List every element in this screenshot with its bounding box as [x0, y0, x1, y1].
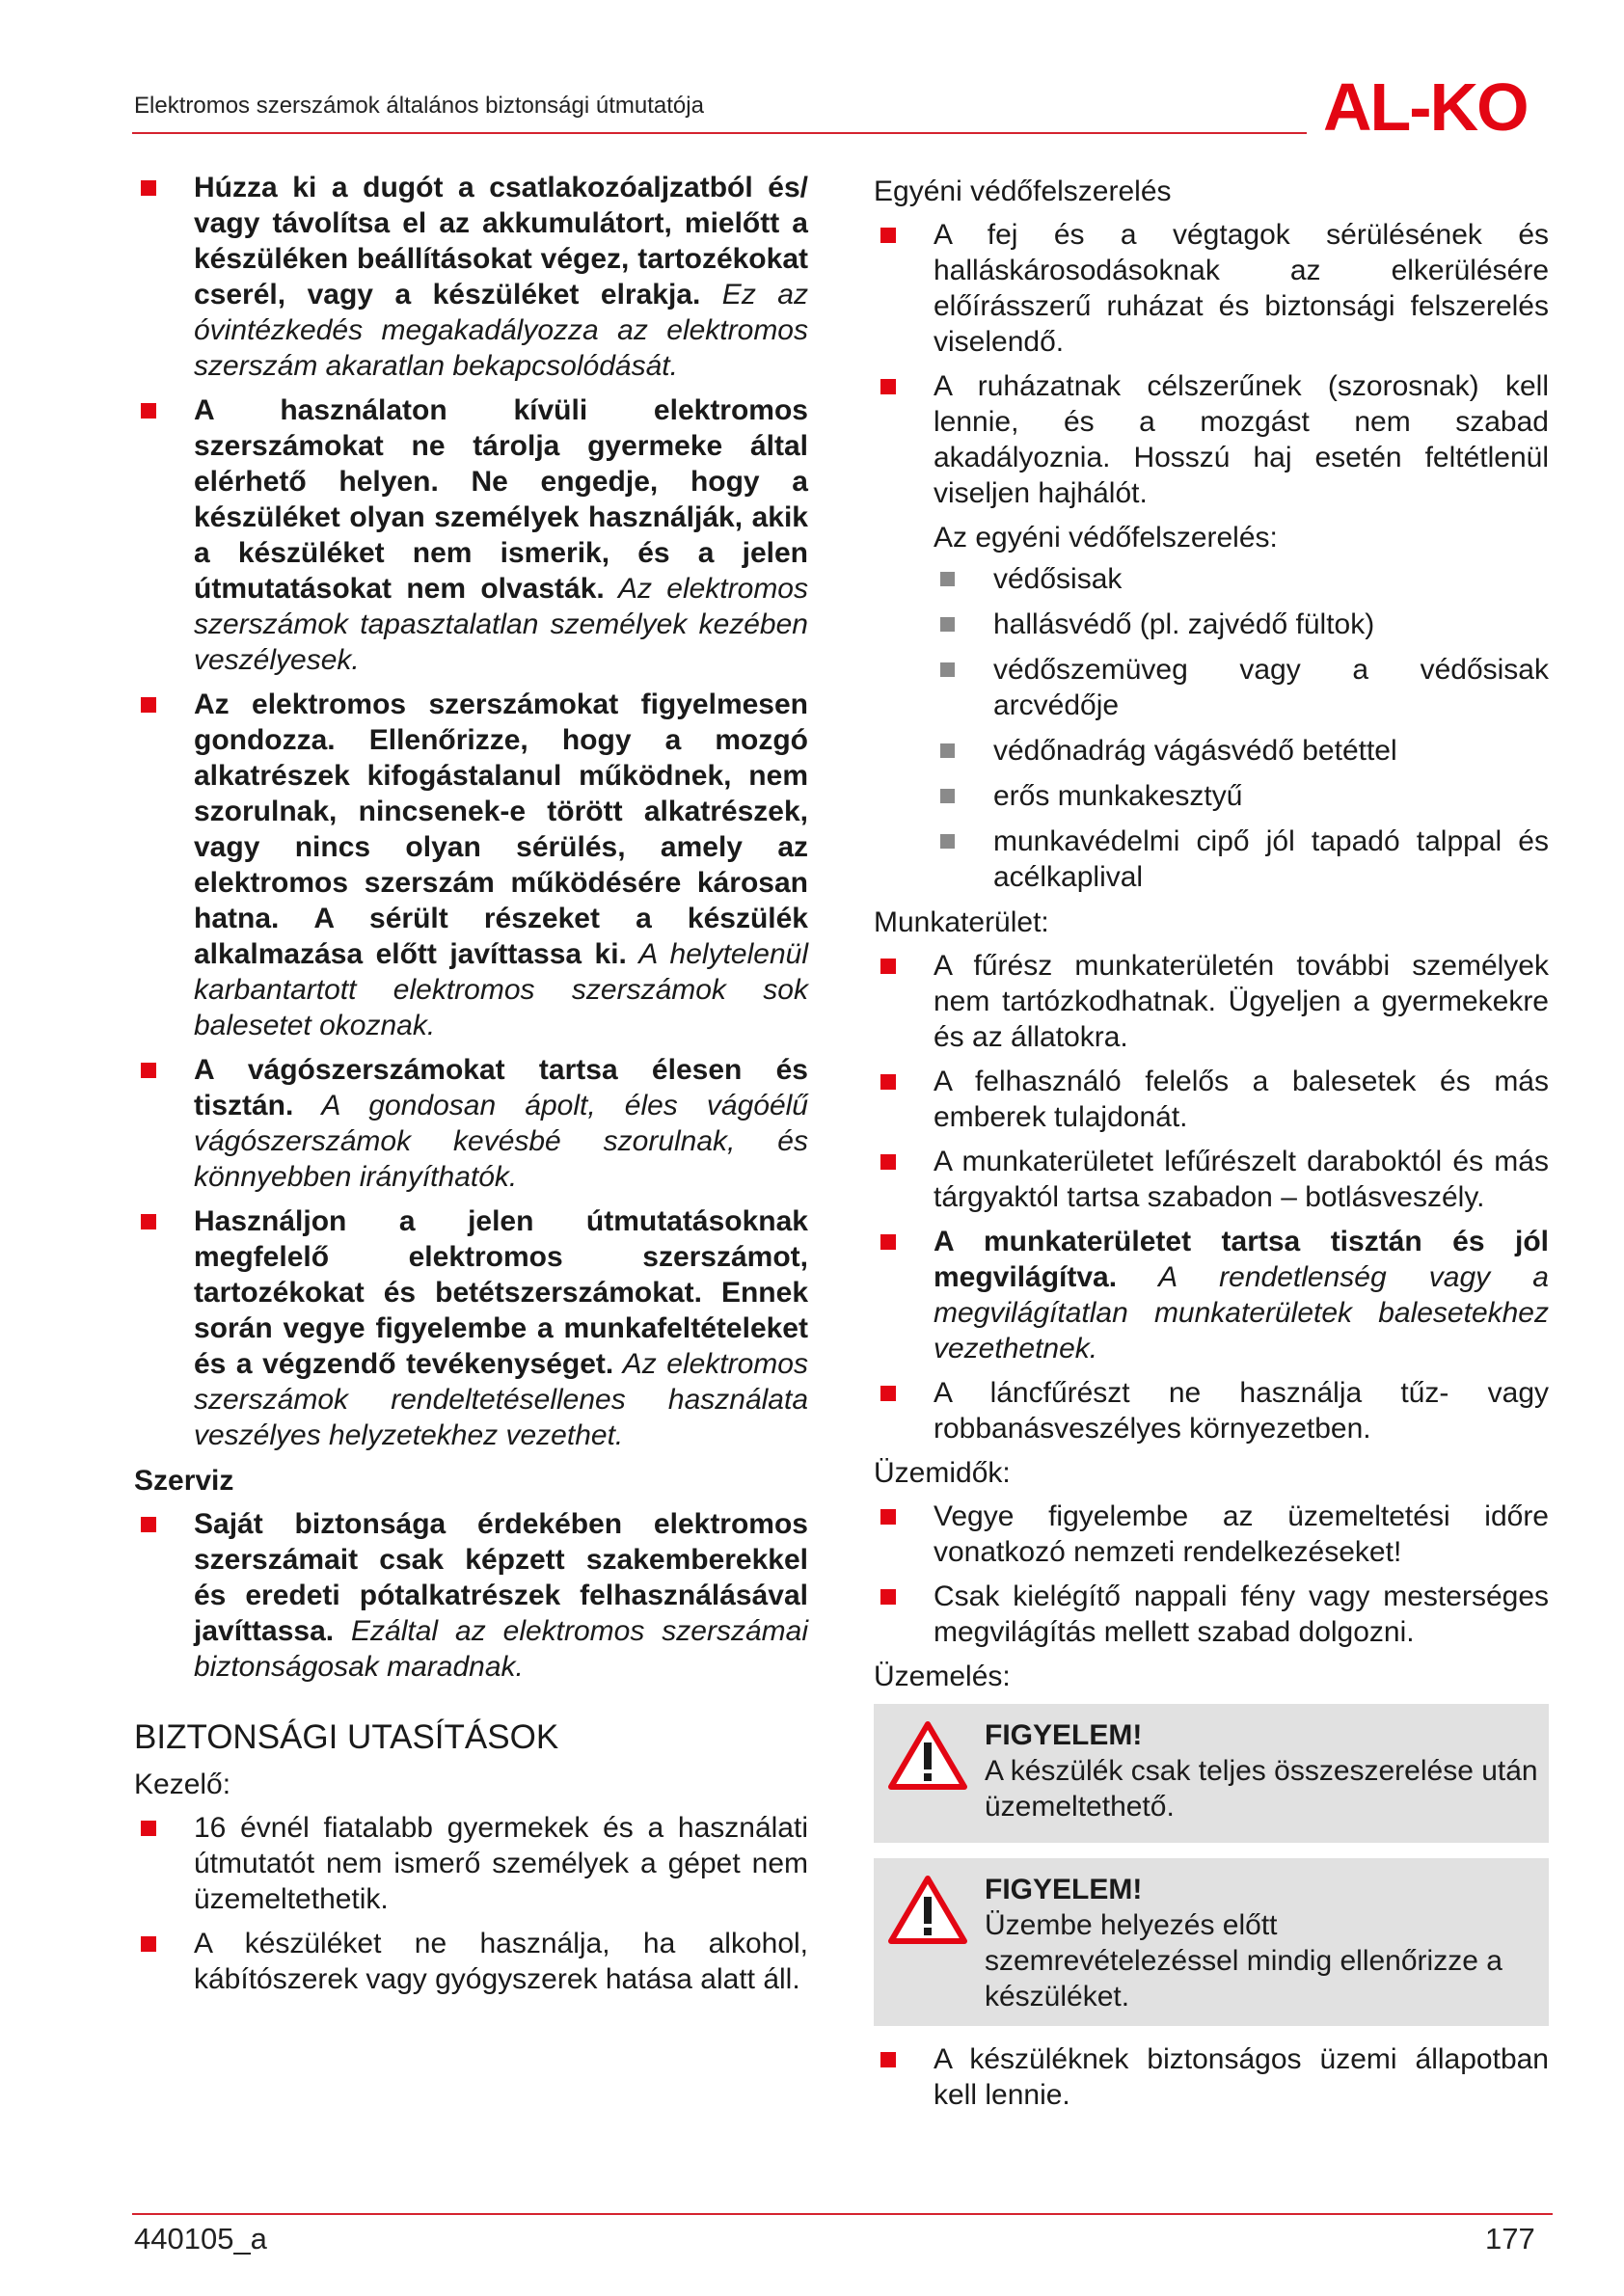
final-list	[874, 2041, 1549, 2113]
item-bold-text: A használaton kívüli elektromos szerszámokat ne tárolja gyermeke által elérhető helyen. Ne engedje, hogy a készüléket olyan személyek használják, akik a készüléket nem ismerik, és a jelen útmutatásokat nem olvasták.	[194, 394, 808, 605]
item-italic-text: Az elektromos szerszámok rendeltetésellenes használata veszélyes helyzetekhez vezethet.	[194, 1348, 808, 1451]
list-item	[134, 170, 808, 384]
list-item: A készüléknek biztonságos üzemi állapotban kell lennie.	[874, 2041, 1549, 2113]
item-text: A fűrész munkaterületén további személyek nem tartózkodhatnak. Ügyeljen a gyermekekre és az állatokra.	[934, 950, 1549, 1053]
footer-divider	[132, 2213, 1553, 2215]
warning-text: A készülék csak teljes összeszerelése után üzemeltethető.	[985, 1755, 1538, 1823]
ppe-equipment-wrap	[874, 561, 1549, 895]
header-divider	[132, 132, 1307, 134]
list-item: A fej és a végtagok sérülésének és halláskárosodásoknak az elkerülésére előírásszerű ruházat és biztonsági felszerelés viselendő.	[874, 217, 1549, 360]
list-item	[874, 1144, 1549, 1215]
service-heading: Szerviz	[134, 1465, 234, 1497]
work-area-list	[874, 948, 1549, 1446]
work-area-label: Munkaterület:	[874, 906, 1049, 938]
item-text: A láncfűrészt ne használja tűz- vagy robbanásveszélyes környezetben.	[934, 1377, 1549, 1445]
list-item: hallásvédő (pl. zajvédő fültok)	[934, 607, 1549, 642]
operation-label: Üzemelés:	[874, 1661, 1011, 1692]
operator-label: Kezelő:	[134, 1769, 231, 1800]
item-text: A munkaterületet lefűrészelt daraboktól és más tárgyaktól tartsa szabadon – botlásveszély.	[934, 1146, 1549, 1213]
list-item: munkavédelmi cipő jól tapadó talppal és acélkaplival	[934, 824, 1549, 895]
item-italic-text: Ezáltal az elektromos szerszámai biztonságosak maradnak.	[194, 1615, 808, 1683]
list-item: védőszemüveg vagy a védősisak arcvédője	[934, 652, 1549, 723]
list-item: erős munkakesztyű	[934, 778, 1549, 814]
operating-time-list	[874, 1499, 1549, 1650]
document-number: 440105_a	[134, 2222, 267, 2255]
list-item: Vegye figyelembe az üzemeltetési időre vonatkozó nemzeti rendelkezéseket!	[874, 1499, 1549, 1570]
item-text: A felhasználó felelős a balesetek és más emberek tulajdonát.	[934, 1066, 1549, 1133]
safety-instructions-heading: BIZTONSÁGI UTASÍTÁSOK	[134, 1718, 559, 1756]
item-bold-text: Saját biztonsága érdekében elektromos szerszámait csak képzett szakemberekkel és eredeti pótalkatrészek felhasználásával javíttassa.	[194, 1508, 808, 1647]
right-column	[874, 170, 1549, 2121]
ppe-list-label: Az egyéni védőfelszerelés:	[934, 522, 1278, 554]
list-item	[874, 1375, 1549, 1446]
service-list	[134, 1506, 808, 1685]
list-item: A készüléket ne használja, ha alkohol, kábítószerek vagy gyógyszerek hatása alatt áll.	[134, 1926, 808, 1997]
item-bold-text: A vágószerszámokat tartsa élesen és tisztán.	[194, 1054, 808, 1121]
warning-text: Üzembe helyezés előtt szemrevételezéssel mindig ellenőrizze a készüléket.	[985, 1909, 1502, 2012]
item-bold-text: A munkaterületet tartsa tisztán és jól megvilágítva.	[934, 1226, 1549, 1293]
list-item: védősisak	[934, 561, 1549, 597]
warning-box	[874, 1704, 1549, 1843]
list-item: védőnadrág vágásvédő betéttel	[934, 733, 1549, 769]
warning-triangle-icon	[887, 1719, 968, 1791]
ppe-label: Egyéni védőfelszerelés	[874, 176, 1172, 207]
warning-title: FIGYELEM!	[985, 1874, 1143, 1905]
list-item	[874, 948, 1549, 1055]
list-item	[134, 1052, 808, 1195]
operating-time-label: Üzemidők:	[874, 1457, 1011, 1489]
item-italic-text: A gondosan ápolt, éles vágóélű vágószerszámok kevésbé szorulnak, és könnyebben irányíthatók.	[194, 1090, 808, 1193]
operator-list	[134, 1810, 808, 1997]
list-item: A ruházatnak célszerűnek (szorosnak) kell lennie, és a mozgást nem szabad akadályoznia. Hosszú haj esetén feltétlenül viseljen hajhálót.	[874, 368, 1549, 511]
item-bold-text: Az elektromos szerszámokat figyelmesen gondozza. Ellenőrizze, hogy a mozgó alkatrészek kifogástalanul működnek, nem szorulnak, nincsenek-e törött alkatrészek, vagy nincs olyan sérülés, amely az elektromos szerszám működésére károsan hatna. A sérült részeket a készülék alkalmazása előtt javíttassa ki.	[194, 689, 808, 970]
item-italic-text: A rendetlenség vagy a megvilágítatlan munkaterületek balesetekhez vezethetnek.	[934, 1261, 1549, 1364]
list-item: 16 évnél fiatalabb gyermekek és a használati útmutatót nem ismerő személyek a gépet nem üzemeltethetik.	[134, 1810, 808, 1917]
general-safety-list	[134, 170, 808, 1453]
list-item	[874, 1224, 1549, 1366]
list-item	[874, 1064, 1549, 1135]
list-item: Csak kielégítő nappali fény vagy mesterséges megvilágítás mellett szabad dolgozni.	[874, 1579, 1549, 1650]
page-number: 177	[1485, 2222, 1535, 2255]
left-column	[134, 170, 808, 2006]
list-item	[134, 392, 808, 678]
item-italic-text: Az elektromos szerszámok tapasztalatlan személyek kezében veszélyesek.	[194, 573, 808, 676]
item-bold-text: Használjon a jelen útmutatásoknak megfelelő elektromos szerszámot, tartozékokat és betétszerszámokat. Ennek során vegye figyelembe a munkafeltételeket és a végzendő tevékenységet.	[194, 1205, 808, 1380]
warning-triangle-icon	[887, 1874, 968, 1945]
ppe-list	[874, 217, 1549, 511]
warning-box	[874, 1858, 1549, 2026]
item-bold-text: Húzza ki a dugót a csatlakozóaljzatból és/ vagy távolítsa el az akkumulátort, mielőtt a készüléken beállításokat végez, tartozékokat cserél, vagy a készüléket elrakja.	[194, 172, 808, 311]
list-item	[134, 1203, 808, 1453]
ppe-equipment-list	[934, 561, 1549, 895]
item-italic-text: A helytelenül karbantartott elektromos szerszámok sok balesetet okoznak.	[194, 938, 808, 1041]
brand-logo: AL-KO	[1323, 69, 1528, 145]
list-item	[134, 1506, 808, 1685]
header-title: Elektromos szerszámok általános biztonsági útmutatója	[134, 93, 704, 119]
list-item	[134, 687, 808, 1043]
warning-title: FIGYELEM!	[985, 1719, 1143, 1751]
item-italic-text: Ez az óvintézkedés megakadályozza az elektromos szerszám akaratlan bekapcsolódását.	[194, 279, 808, 382]
